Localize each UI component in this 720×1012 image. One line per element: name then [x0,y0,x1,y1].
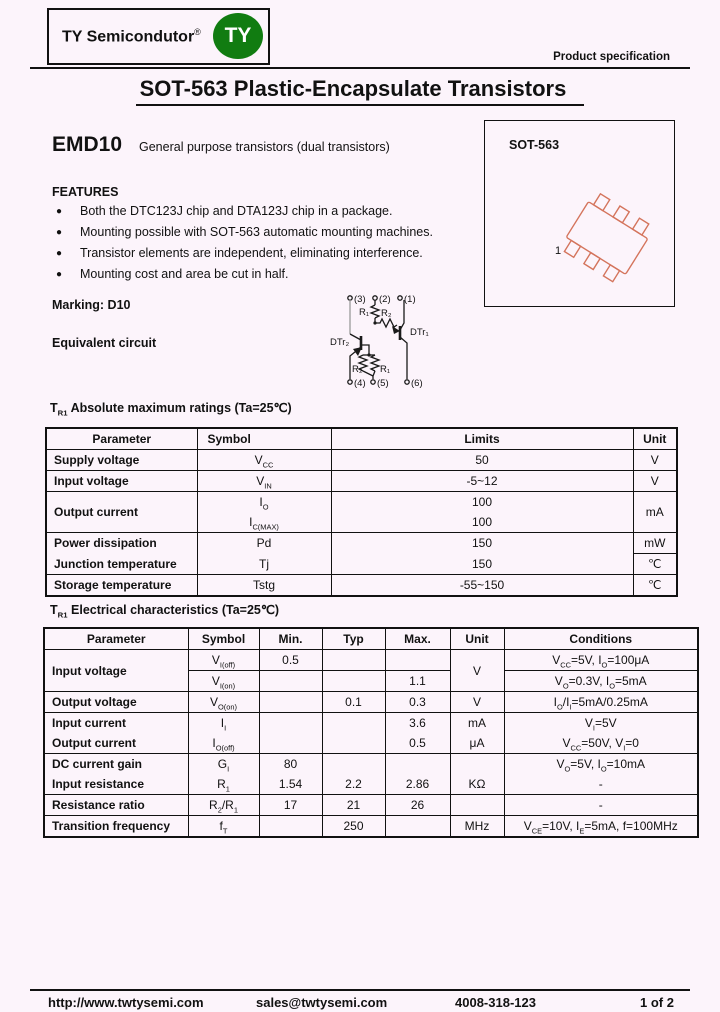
page-title-text: SOT-563 Plastic-Encapsulate Transistors [136,76,585,106]
bullet-icon: ● [56,227,63,238]
header-divider [30,67,690,69]
dtr1-label: DTr₁ [410,327,429,338]
cell-param: Power dissipation [46,533,197,554]
pin2-label: (2) [379,294,391,305]
cell-typ [322,671,385,692]
cell-conditions: $V_O=5V$, $I_O=10mA$ [504,754,698,775]
col-symbol: Symbol [197,428,331,450]
col-parameter: Parameter [44,628,188,650]
cell-limit [331,492,633,533]
table-row [46,450,677,471]
cell-unit: V [633,471,677,492]
cell-symbol-line: $I_{C(MAX)}$ [249,515,279,532]
cell-param: Input voltage [44,650,188,692]
feature-text: Mounting possible with SOT-563 automatic mounting machines. [80,225,433,239]
cell-conditions: - [504,774,698,795]
cell-max [385,816,450,838]
cell-limit: 150 [331,533,633,554]
table-row [44,754,698,775]
cell-typ: 21 [322,795,385,816]
footer-phone: 4008-318-123 [455,995,536,1010]
cell-max: 0.5 [385,733,450,754]
cell-typ: 2.2 [322,774,385,795]
cell-param: Input resistance [44,774,188,795]
cell-unit: mA [450,713,504,734]
cell-limit: -55~150 [331,575,633,597]
cell-symbol: $I_I$ [188,713,259,734]
cell-param: Resistance ratio [44,795,188,816]
cell-typ [322,733,385,754]
cell-limit: 150 [331,554,633,575]
table-row [44,795,698,816]
table-row [44,816,698,838]
cell-conditions: - [504,795,698,816]
product-spec-label: Product specification [553,51,670,63]
r2-bottom-label: R₂ [352,364,363,375]
table-row [44,650,698,671]
col-limits: Limits [331,428,633,450]
feature-text: Both the DTC123J chip and DTA123J chip in a package. [80,204,393,218]
cell-max: 3.6 [385,713,450,734]
table-row [46,471,677,492]
cell-symbol-line: $I_O$ [259,495,269,512]
cell-unit: ℃ [633,575,677,597]
feature-item [56,264,433,285]
cell-typ: 0.1 [322,692,385,713]
cell-symbol: Tstg [197,575,331,597]
cell-max: 0.3 [385,692,450,713]
cell-limit: 50 [331,450,633,471]
cell-typ: 250 [322,816,385,838]
part-description: General purpose transistors (dual transistors) [139,140,390,154]
cell-symbol: $V_{CC}$ [197,450,331,471]
cell-limit-line: 100 [471,515,493,529]
table-row [44,713,698,734]
col-symbol: Symbol [188,628,259,650]
abs-header-row [46,428,677,450]
part-number: EMD10 [52,133,123,156]
cell-unit [450,754,504,775]
table-row [44,692,698,713]
cell-unit: V [450,650,504,692]
dtr2-label: DTr₂ [330,337,350,348]
cell-conditions: $V_O=0.3V$, $I_O=5mA$ [504,671,698,692]
package-name: SOT-563 [509,138,560,152]
cell-symbol: $V_{O(on)}$ [188,692,259,713]
cell-symbol: $I_{O(off)}$ [188,733,259,754]
cell-param: Input voltage [46,471,197,492]
cell-unit: MHz [450,816,504,838]
cell-symbol: $V_{I(on)}$ [188,671,259,692]
registered-mark-icon: ® [194,27,201,37]
bullet-icon: ● [56,206,63,217]
logo-text [62,27,201,46]
cell-param: DC current gain [44,754,188,775]
elec-header-row [44,628,698,650]
feature-text: Transistor elements are independent, eliminating interference. [80,246,423,260]
r1-top-label: R₁ [359,307,370,318]
cell-param: Input current [44,713,188,734]
pin5-label: (5) [377,378,389,389]
cell-symbol: $R_1$ [188,774,259,795]
cell-max [385,754,450,775]
pin6-label: (6) [411,378,423,389]
col-conditions: Conditions [504,628,698,650]
cell-symbol: Tj [197,554,331,575]
feature-item [56,243,433,264]
cell-param: Storage temperature [46,575,197,597]
feature-item [56,222,433,243]
cell-conditions: $V_{CC}=5V$, $I_O=100\mu A$ [504,650,698,671]
equivalent-circuit-heading: Equivalent circuit [52,336,157,350]
cell-conditions: $V_{CC}=50V$, $V_I=0$ [504,733,698,754]
cell-param: Transition frequency [44,816,188,838]
cell-symbol [197,492,331,533]
r1-bottom-label: R₁ [380,364,391,375]
cell-min: 17 [259,795,322,816]
cell-symbol: $V_{IN}$ [197,471,331,492]
cell-param: Output current [44,733,188,754]
feature-text: Mounting cost and area be cut in half. [80,267,289,281]
cell-symbol: $R_2/R_1$ [188,795,259,816]
abs-max-table [45,427,678,597]
cell-conditions: $V_I=5V$ [504,713,698,734]
cell-min [259,671,322,692]
col-typ: Typ [322,628,385,650]
cell-unit: KΩ [450,774,504,795]
table-row [44,774,698,795]
cell-min [259,733,322,754]
pin3-label: (3) [354,294,366,305]
sot563-package-icon [547,183,667,293]
cell-unit [450,795,504,816]
feature-item [56,201,433,222]
equivalent-circuit-diagram [328,285,463,395]
table-row [44,733,698,754]
footer-divider [30,989,690,991]
package-pin1-label: 1 [555,245,562,257]
table-row [46,533,677,554]
cell-unit: V [450,692,504,713]
cell-min: 1.54 [259,774,322,795]
col-max: Max. [385,628,450,650]
cell-min [259,816,322,838]
col-unit: Unit [450,628,504,650]
cell-param: Junction temperature [46,554,197,575]
cell-unit: ℃ [633,554,677,575]
cell-typ [322,650,385,671]
cell-limit: -5~12 [331,471,633,492]
cell-symbol: Pd [197,533,331,554]
cell-unit: μA [450,733,504,754]
cell-typ [322,754,385,775]
cell-param: Output current [46,492,197,533]
cell-max: 1.1 [385,671,450,692]
logo-box [47,8,270,65]
col-parameter: Parameter [46,428,197,450]
footer-email: sales@twtysemi.com [256,995,388,1010]
marking-label: Marking: D10 [52,298,131,312]
cell-limit-line: 100 [471,495,493,509]
cell-param: Supply voltage [46,450,197,471]
logo-name-text: TY Semicondutor [62,28,195,46]
col-min: Min. [259,628,322,650]
col-unit: Unit [633,428,677,450]
cell-unit: mA [633,492,677,533]
ty-logo-icon: TY [213,13,263,59]
electrical-table [43,627,699,838]
cell-min [259,692,322,713]
cell-conditions: $I_O/I_I=5mA/0.25mA$ [504,692,698,713]
cell-conditions: $V_{CE}=10V$, $I_E=5mA$, f=100MHz [504,816,698,838]
features-list [56,201,433,285]
table-row [46,492,677,533]
cell-symbol: $f_T$ [188,816,259,838]
features-heading: FEATURES [52,185,119,199]
cell-max: 2.86 [385,774,450,795]
footer-page-number: 1 of 2 [640,995,674,1010]
cell-unit: mW [633,533,677,554]
page-title [0,76,720,106]
cell-max: 26 [385,795,450,816]
footer-url: http://www.twtysemi.com [48,995,204,1010]
cell-param: Output voltage [44,692,188,713]
cell-symbol: $V_{I(off)}$ [188,650,259,671]
cell-min [259,713,322,734]
pin4-label: (4) [354,378,366,389]
pin1-label: (1) [404,294,416,305]
abs-max-title: $T_{R1}$ Absolute maximum ratings (Ta=25℃) [50,401,292,418]
cell-min: 80 [259,754,322,775]
bullet-icon: ● [56,248,63,259]
cell-unit: V [633,450,677,471]
table-row [46,575,677,597]
cell-symbol: $G_I$ [188,754,259,775]
bullet-icon: ● [56,269,63,280]
table-row [46,554,677,575]
cell-typ [322,713,385,734]
cell-max [385,650,450,671]
cell-min: 0.5 [259,650,322,671]
r2-top-label: R₂ [381,308,392,319]
package-outline-box [484,120,675,307]
electrical-title: $T_{R1}$ Electrical characteristics (Ta=25℃) [50,603,280,620]
